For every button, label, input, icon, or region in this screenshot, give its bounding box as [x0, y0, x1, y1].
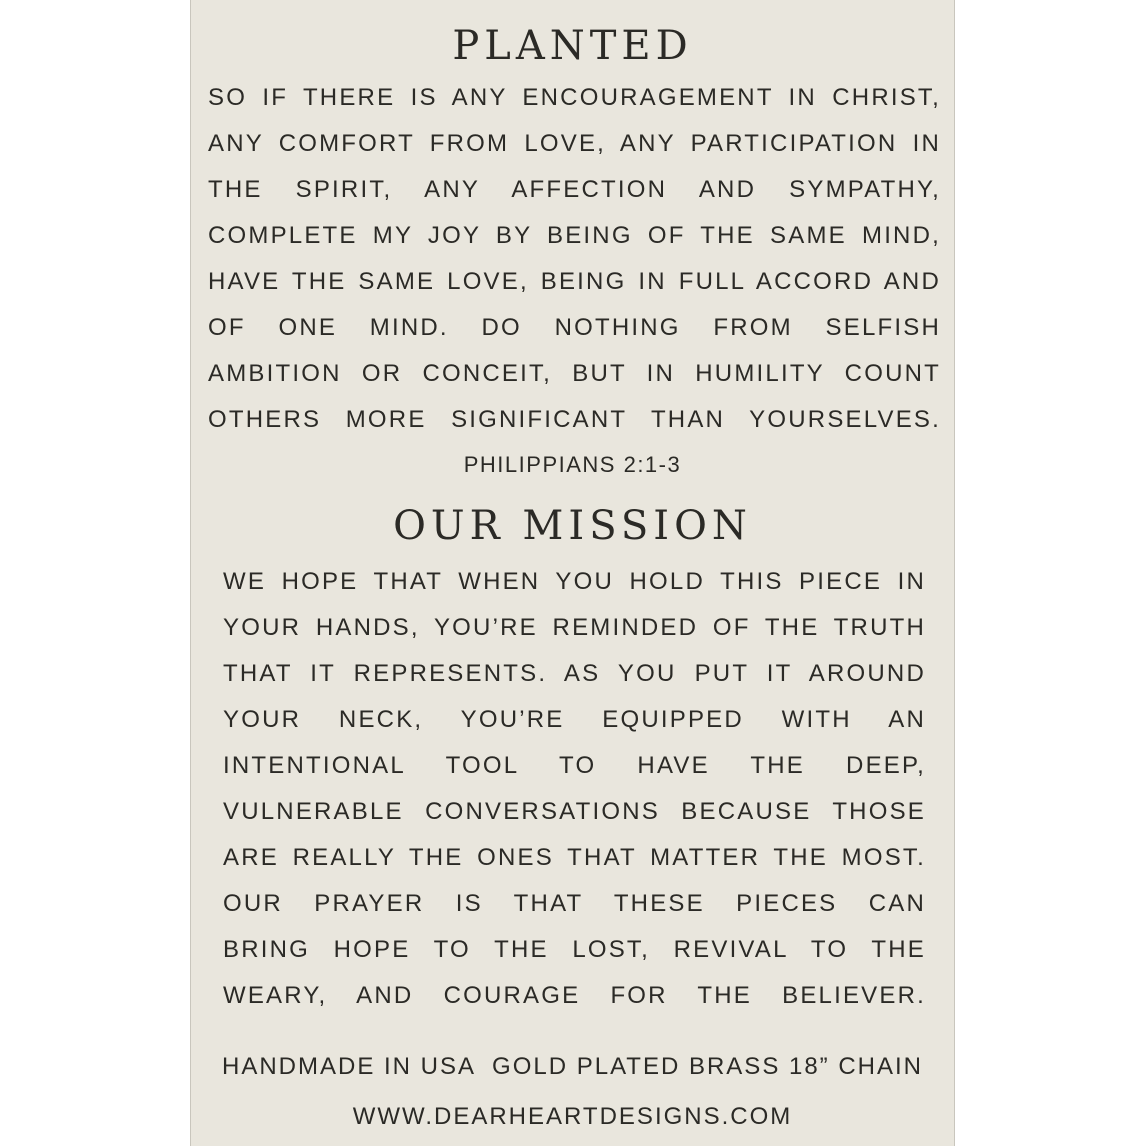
- planted-title: PLANTED: [452, 23, 693, 69]
- website-url: WWW.DEARHEARTDESIGNS.COM: [352, 1103, 793, 1130]
- mission-line: INTENTIONAL TOOL TO HAVE THE DEEP,: [223, 752, 926, 779]
- mission-line: OUR PRAYER IS THAT THESE PIECES CAN: [223, 890, 926, 917]
- mission-line: ARE REALLY THE ONES THAT MATTER THE MOST.: [223, 844, 926, 871]
- scripture-line: SO IF THERE IS ANY ENCOURAGEMENT IN CHRIST,: [208, 84, 941, 111]
- mission-line: THAT IT REPRESENTS. AS YOU PUT IT AROUND: [223, 660, 926, 687]
- scripture-line: OF ONE MIND. DO NOTHING FROM SELFISH: [208, 314, 941, 341]
- product-card: [190, 0, 955, 1146]
- mission-line: YOUR HANDS, YOU’RE REMINDED OF THE TRUTH: [223, 614, 926, 641]
- scripture-line: HAVE THE SAME LOVE, BEING IN FULL ACCORD AND: [208, 268, 941, 295]
- scripture-line: THE SPIRIT, ANY AFFECTION AND SYMPATHY,: [208, 176, 941, 203]
- scripture-line: ANY COMFORT FROM LOVE, ANY PARTICIPATION IN: [208, 130, 941, 157]
- product-details: HANDMADE IN USA GOLD PLATED BRASS 18” CHAIN: [221, 1053, 924, 1080]
- mission-line: WE HOPE THAT WHEN YOU HOLD THIS PIECE IN: [223, 568, 926, 595]
- scripture-text: [208, 75, 941, 443]
- mission-line: VULNERABLE CONVERSATIONS BECAUSE THOSE: [223, 798, 926, 825]
- scripture-line: COMPLETE MY JOY BY BEING OF THE SAME MIND,: [208, 222, 941, 249]
- mission-text: [223, 559, 926, 1019]
- mission-line: BRING HOPE TO THE LOST, REVIVAL TO THE: [223, 936, 926, 963]
- mission-title: OUR MISSION: [393, 503, 752, 549]
- scripture-line: OTHERS MORE SIGNIFICANT THAN YOURSELVES.: [208, 406, 941, 433]
- scripture-line: AMBITION OR CONCEIT, BUT IN HUMILITY COUNT: [208, 360, 941, 387]
- mission-line: YOUR NECK, YOU’RE EQUIPPED WITH AN: [223, 706, 926, 733]
- scripture-citation: PHILIPPIANS 2:1-3: [463, 452, 682, 477]
- mission-line: WEARY, AND COURAGE FOR THE BELIEVER.: [223, 982, 926, 1009]
